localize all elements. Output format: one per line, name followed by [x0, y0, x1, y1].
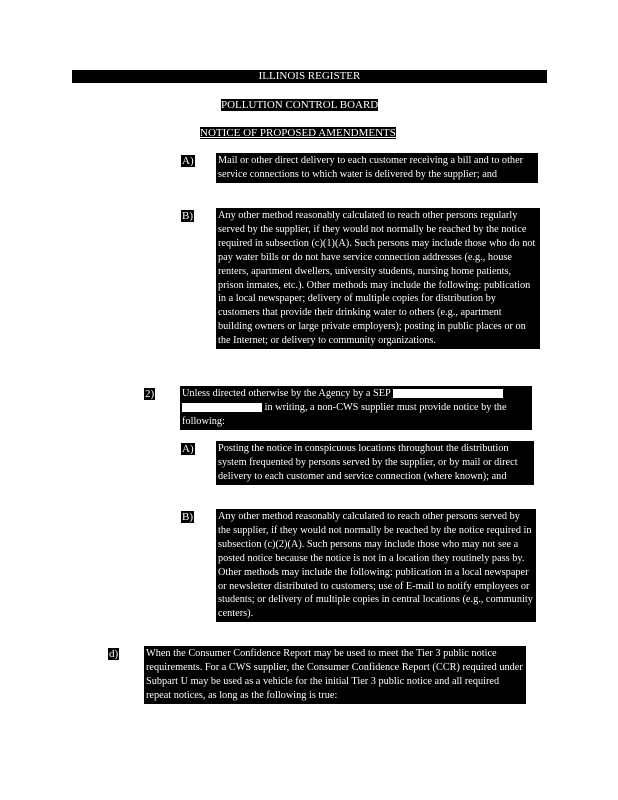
register-header-bar: [72, 70, 547, 83]
item-text-2: [180, 386, 532, 430]
item-label-d: d): [109, 648, 119, 660]
redaction-mark: [393, 389, 503, 398]
item-text-2-end: in writing, a non-CWS supplier must provide notice by the following:: [182, 401, 507, 427]
item-text-b2: [216, 509, 536, 622]
agency-title: POLLUTION CONTROL BOARD: [221, 99, 379, 111]
item-text-b2-content: Any other method reasonably calculated to reach other persons served by the supplier, if they would not normally be reached by the notice required in subsection (c)(2)(A). Such persons may include those who may not see a posted notice because the notice is not in a location they routinely pass by. Other methods may include the following: publication in a local newspaper or newsletter distributed to customers; use of E-mail to notify employees or students; or delivery of multiple copies in central locations (e.g., community centers).: [218, 511, 533, 620]
item-text-a2: [216, 441, 534, 485]
item-label-b2: B): [182, 511, 193, 523]
redaction-mark-2: [182, 403, 262, 412]
item-text-d-content: When the Consumer Confidence Report may be used to meet the Tier 3 public notice requirements. For a CWS supplier, the Consumer Confidence Report (CCR) required under Subpart U may be used as a vehicle for the initial Tier 3 public notice and all required repeat notices, as long as the following is true:: [146, 648, 523, 701]
item-text-d: [144, 646, 526, 704]
item-label-a2: A): [182, 443, 194, 455]
notice-title: NOTICE OF PROPOSED AMENDMENTS: [200, 127, 396, 139]
item-label-2: 2): [145, 388, 155, 400]
item-label-a1: A): [182, 155, 194, 167]
item-text-a1: [216, 153, 538, 183]
item-text-a1-content: Mail or other direct delivery to each customer receiving a bill and to other service connections to which water is delivered by the supplier; and: [218, 155, 524, 180]
item-label-b1: B): [182, 210, 193, 222]
item-text-a2-content: Posting the notice in conspicuous locations throughout the distribution system frequented by persons served by the supplier, or by mail or direct delivery to each customer and service connection (where known); and: [218, 443, 518, 482]
item-text-b1: [216, 208, 540, 349]
register-title: ILLINOIS REGISTER: [258, 70, 361, 82]
item-text-b1-content: Any other method reasonably calculated to reach other persons regularly served by the supplier, if they would not normally be reached by the notice required in subsection (c)(1)(A). Such persons may include those who do not pay water bills or do not have service connection addresses (e.g., house renters, apartment dwellers, university students, nursing home patients, prison inmates, etc.). Other methods may include the following: publication in a local newspaper; delivery of multiple copies for distribution by customers that provide their drinking water to others (e.g., apartment building owners or large private employers); posting in public places or on the Internet; or delivery to community organizations.: [218, 210, 536, 347]
item-text-2-start: Unless directed otherwise by the Agency by a SEP: [182, 388, 391, 399]
